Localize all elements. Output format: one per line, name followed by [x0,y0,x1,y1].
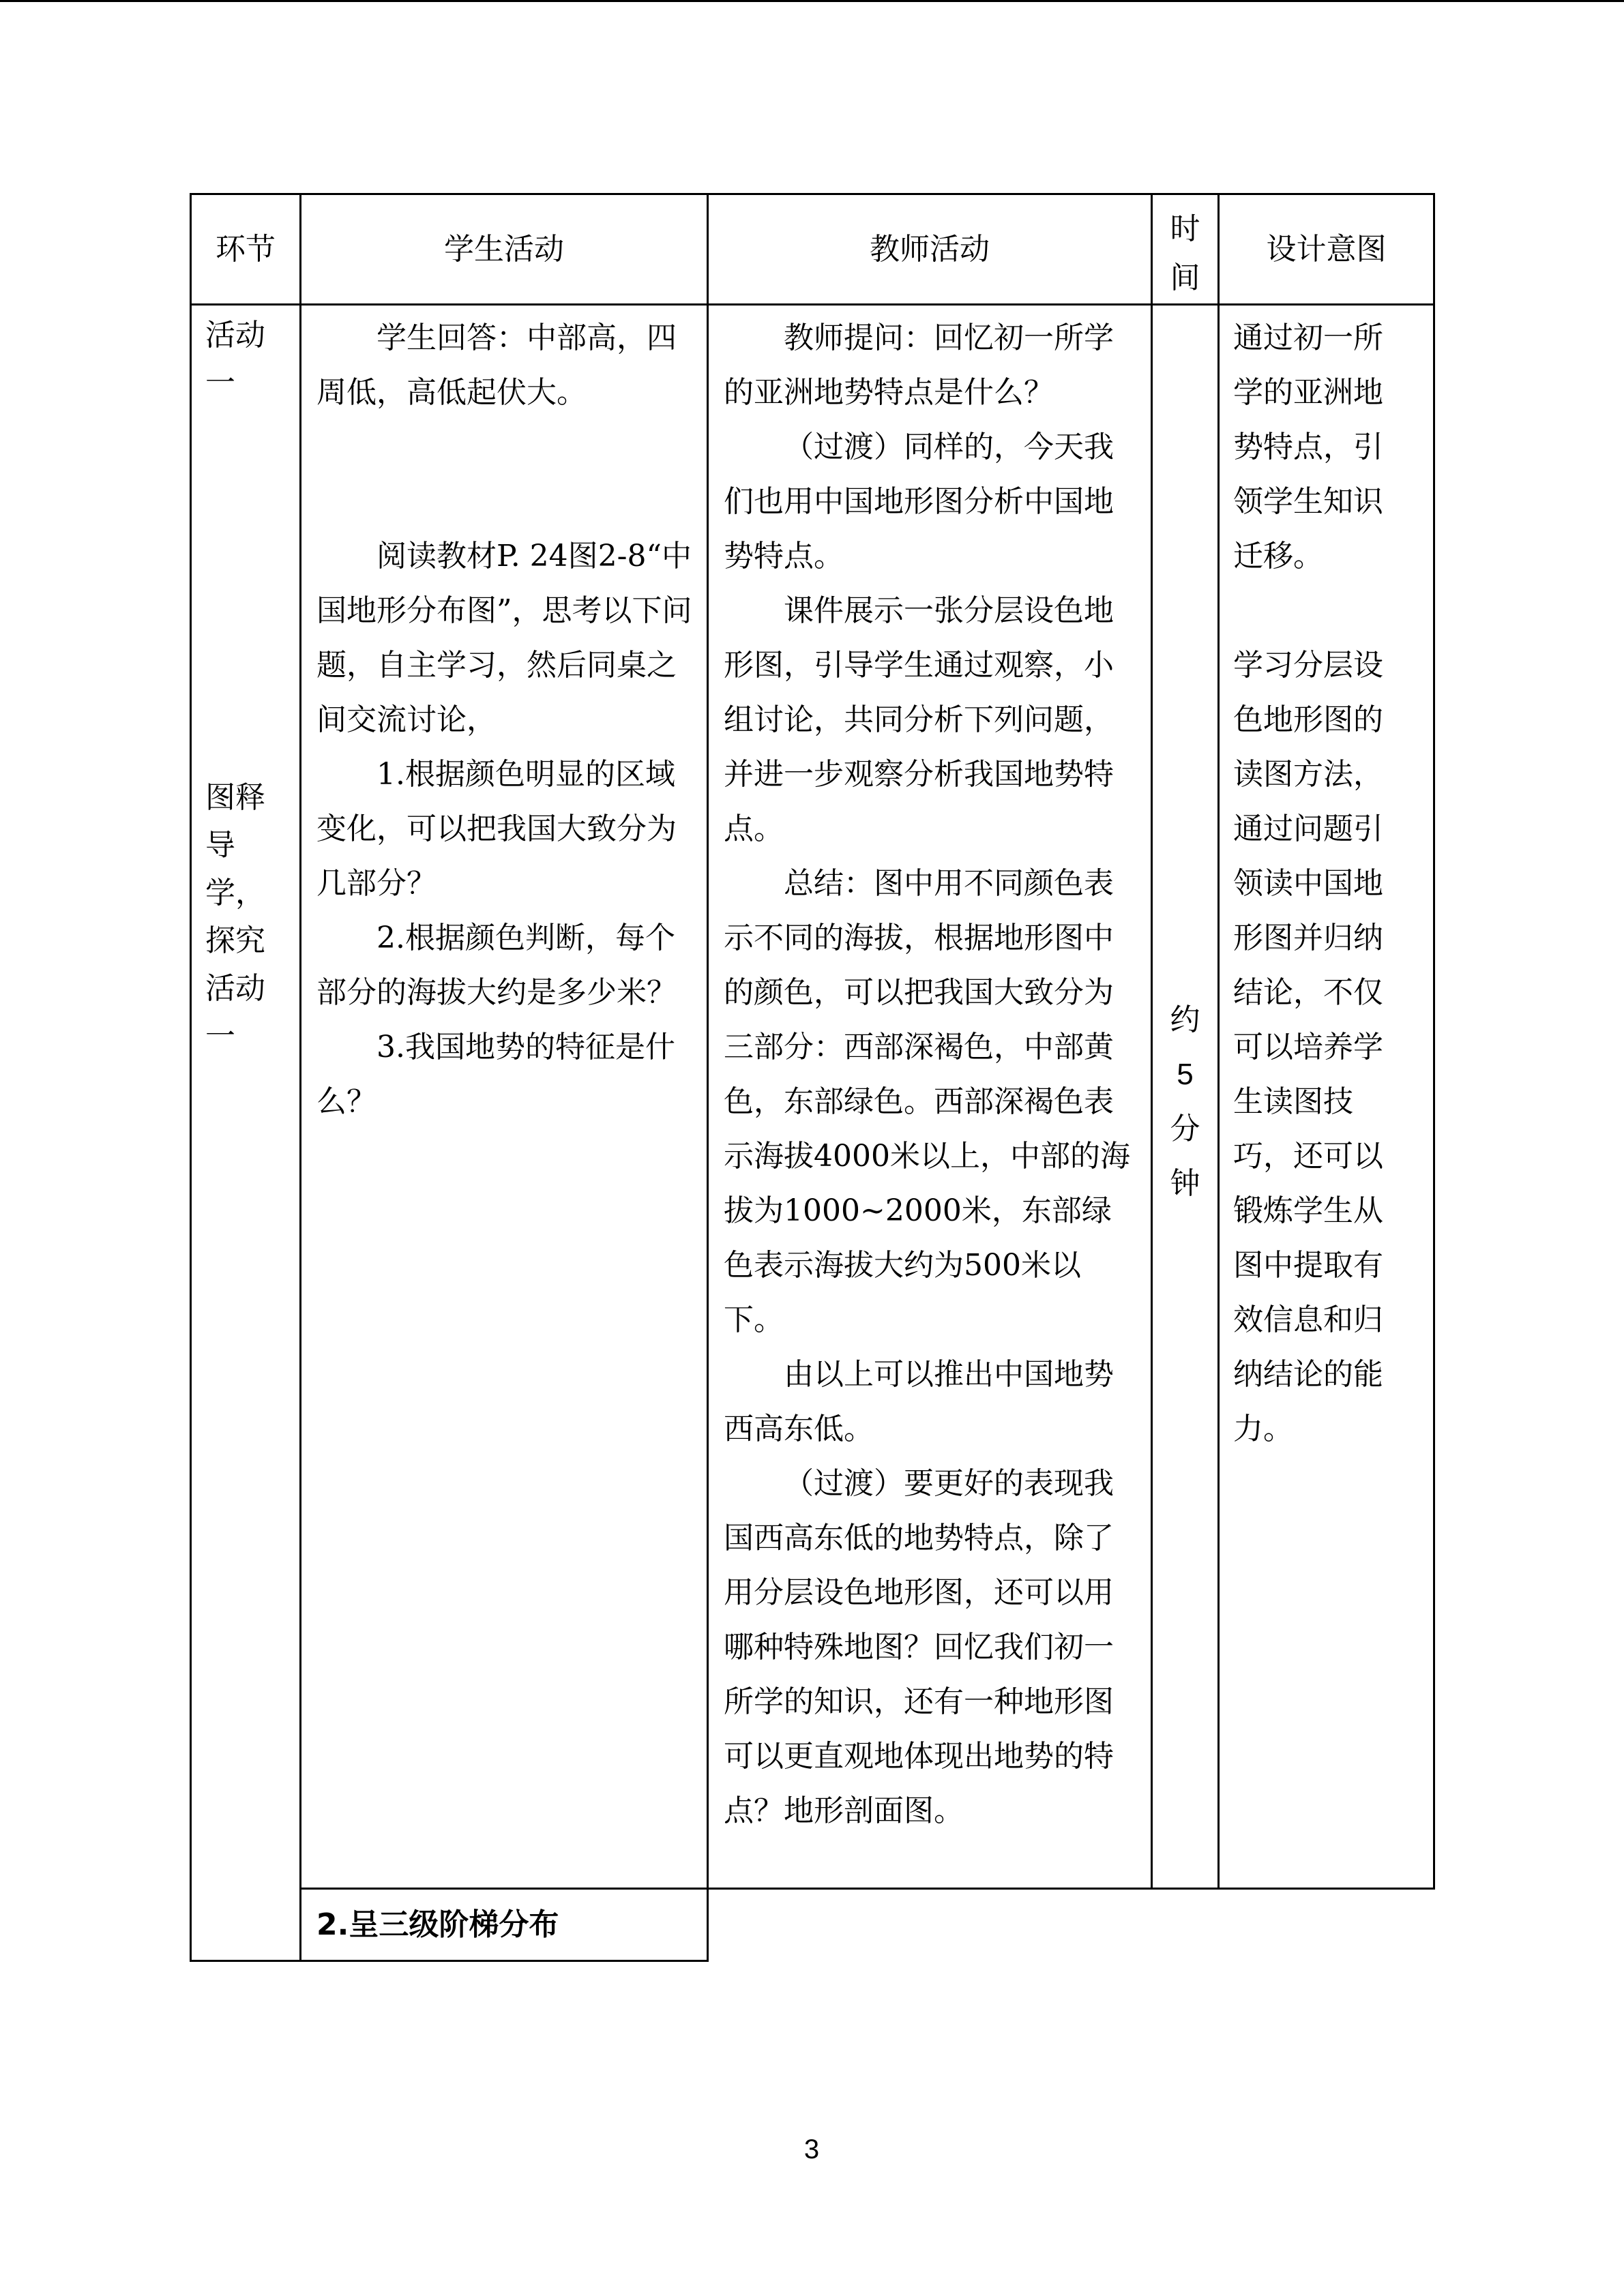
student-para-2: 阅读教材P. 24图2-8“中国地形分布图”，思考以下问题，自主学习，然后同桌之间交流讨论， [316,539,692,737]
stage-top-line-1: 活动 [205,318,265,353]
header-student-label: 学生活动 [444,232,564,267]
stage-mid-line-2: 导 [205,828,235,863]
teacher-para-3: 课件展示一张分层设色地形图，引导学生通过观察，小组讨论，共同分析下列问题，并进一步观察分析我国地势特点。 [724,593,1114,846]
time-char-3: 分 [1170,1112,1200,1146]
page-number: 3 [803,2134,820,2164]
teacher-activity-cell [707,303,1153,1890]
stage-top-line-2: 一 [205,366,235,400]
time-char-1: 约 [1170,1002,1200,1037]
stage-mid-line-5: 活动 [205,971,265,1006]
header-cell-teacher [707,193,1153,305]
header-time-char-2: 间 [1170,260,1200,295]
student-para-4: 2.根据颜色判断，每个部分的海拔大约是多少米？ [316,921,677,1010]
student-activity-cell [299,303,709,1890]
stage-mid-line-6: 一 [205,1019,235,1054]
stage-mid-line-3: 学， [205,876,265,910]
header-cell-student [299,193,709,305]
header-intent-label: 设计意图 [1266,232,1387,267]
header-teacher-label: 教师活动 [870,232,990,267]
intent-para-2: 学习分层设色地形图的读图方法，通过问题引领读中国地形图并归纳结论，不仅可以培养学生读图技巧，还可以锻炼学生从图中提取有效信息和归纳结论的能力。 [1233,648,1383,1446]
time-char-2: 5 [1177,1058,1194,1091]
teacher-para-1: 教师提问：回忆初一所学的亚洲地势特点是什么？ [724,320,1114,410]
student-para-1: 学生回答：中部高，四周低，高低起伏大。 [316,320,677,410]
intent-para-1: 通过初一所学的亚洲地势特点，引领学生知识迁移。 [1233,320,1383,573]
header-cell-time [1151,193,1220,305]
teacher-para-6: （过渡）要更好的表现我国西高东低的地势特点，除了用分层设色地形图，还可以用哪种特殊地图？回忆我们初一所学的知识，还有一种地形图可以更直观地体现出地势的特点？地形剖面图。 [724,1466,1114,1828]
teacher-para-4: 总结：图中用不同颜色表示不同的海拔，根据地形图中的颜色，可以把我国大致分为三部分：西部深褐色，中部黄色，东部绿色。西部深褐色表示海拔4000米以上，中部的海拔为1000~2000米，东部绿色表示海拔大约为500米以下。 [724,866,1130,1337]
student-row2-cell [299,1888,709,1962]
stage-cell [190,303,301,1962]
time-cell [1151,303,1220,1890]
student-para-5: 3.我国地势的特征是什么？ [316,1030,675,1119]
stage-mid-line-1: 图释 [205,780,265,815]
design-intent-cell [1217,303,1435,1890]
student-activity-text [316,311,695,1129]
header-time-char-1: 时 [1170,211,1200,246]
stage-mid-line-4: 探究 [205,923,265,958]
design-intent-text [1233,311,1411,1457]
student-para-3: 1.根据颜色明显的区域变化，可以把我国大致分为几部分？ [316,757,677,901]
time-char-4: 钟 [1170,1166,1200,1201]
header-cell-intent [1217,193,1435,305]
header-stage-label: 环节 [216,232,276,267]
teacher-para-5: 由以上可以推出中国地势西高东低。 [724,1357,1114,1446]
top-border-line [0,0,1624,2]
teacher-activity-text [724,311,1133,1838]
header-cell-stage [190,193,301,305]
teacher-para-2: （过渡）同样的，今天我们也用中国地形图分析中国地势特点。 [724,430,1114,573]
student-row2-heading: 2.呈三级阶梯分布 [316,1907,559,1942]
